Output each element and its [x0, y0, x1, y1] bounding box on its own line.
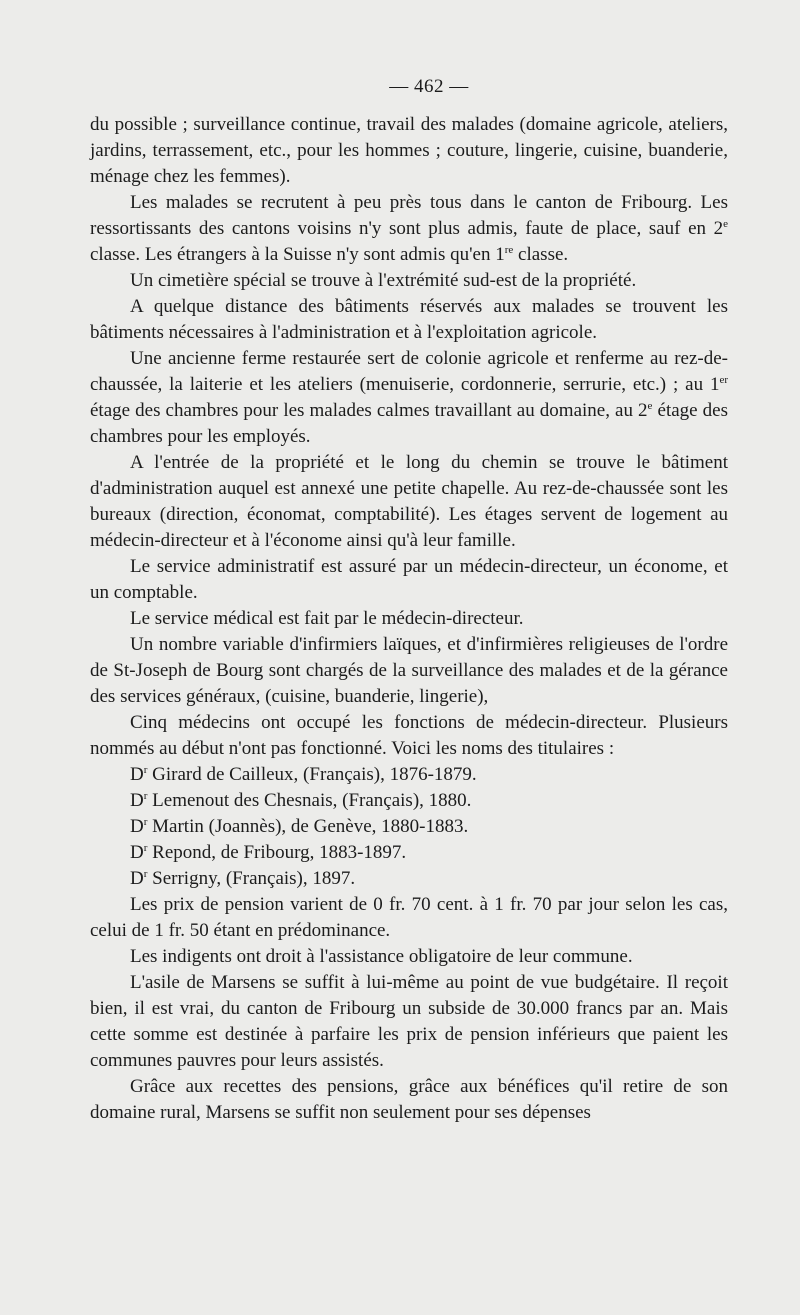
paragraph: Le service médical est fait par le médecin-directeur. — [130, 608, 524, 629]
page-body — [90, 112, 728, 1126]
paragraph: Une ancienne ferme restaurée sert de colonie agricole et renferme au rez-de-chaussée, la laiterie et les ateliers (menuiserie, cordonnerie, serrurie, etc.) ; au 1er étage des chambres pour les malades calmes travaillant au domaine, au 2e étage des chambres pour les employés. — [90, 348, 728, 447]
director-entry: $D^r$ Girard de Cailleux, (Français), 1876-1879. — [130, 764, 477, 785]
paragraph: Les prix de pension varient de 0 fr. 70 cent. à 1 fr. 70 par jour selon les cas, celui de 1 fr. 50 étant en prédominance. — [90, 894, 728, 941]
paragraph: A l'entrée de la propriété et le long du chemin se trouve le bâtiment d'administration auquel est annexé une petite chapelle. Au rez-de-chaussée sont les bureaux (direction, économat, comptabilité). Les étages servent de logement au médecin-directeur et à l'économe ainsi qu'à leur famille. — [90, 452, 728, 551]
paragraph: Un cimetière spécial se trouve à l'extrémité sud-est de la propriété. — [130, 270, 637, 291]
paragraph: Grâce aux recettes des pensions, grâce aux bénéfices qu'il retire de son domaine rural, Marsens se suffit non seulement pour ses dépenses — [90, 1076, 728, 1123]
paragraph: du possible ; surveillance continue, travail des malades (domaine agricole, ateliers, jardins, terrassement, etc., pour les hommes ; couture, lingerie, cuisine, buanderie, ménage chez les femmes). — [90, 114, 728, 187]
director-entry: $D^r$ Repond, de Fribourg, 1883-1897. — [130, 842, 407, 863]
paragraph: A quelque distance des bâtiments réservés aux malades se trouvent les bâtiments nécessaires à l'administration et à l'exploitation agricole. — [90, 296, 728, 343]
paragraph: Les malades se recrutent à peu près tous dans le canton de Fribourg. Les ressortissants des cantons voisins n'y sont plus admis, faute de place, sauf en 2e classe. Les étrangers à la Suisse n'y sont admis qu'en 1re classe. — [90, 192, 728, 265]
paragraph: L'asile de Marsens se suffit à lui-même au point de vue budgétaire. Il reçoit bien, il est vrai, du canton de Fribourg un subside de 30.000 francs par an. Mais cette somme est destinée à parfaire les prix de pension inférieurs que paient les communes pauvres pour leurs assistés. — [90, 972, 728, 1071]
paragraph: Le service administratif est assuré par un médecin-directeur, un économe, et un comptable. — [90, 556, 728, 603]
paragraph: Cinq médecins ont occupé les fonctions de médecin-directeur. Plusieurs nommés au début n'ont pas fonctionné. Voici les noms des titulaires : — [90, 712, 728, 759]
page-number: — 462 — — [389, 76, 469, 97]
director-entry: $D^r$ Lemenout des Chesnais, (Français), 1880. — [130, 790, 472, 811]
director-entry: $D^r$ Martin (Joannès), de Genève, 1880-1883. — [130, 816, 469, 837]
paragraph: Un nombre variable d'infirmiers laïques, et d'infirmières religieuses de l'ordre de St-Joseph de Bourg sont chargés de la surveillance des malades et de la gérance des services généraux, (cuisine, buanderie, lingerie), — [90, 634, 728, 707]
paragraph: Les indigents ont droit à l'assistance obligatoire de leur commune. — [130, 946, 633, 967]
director-entry: $D^r$ Serrigny, (Français), 1897. — [130, 868, 356, 889]
